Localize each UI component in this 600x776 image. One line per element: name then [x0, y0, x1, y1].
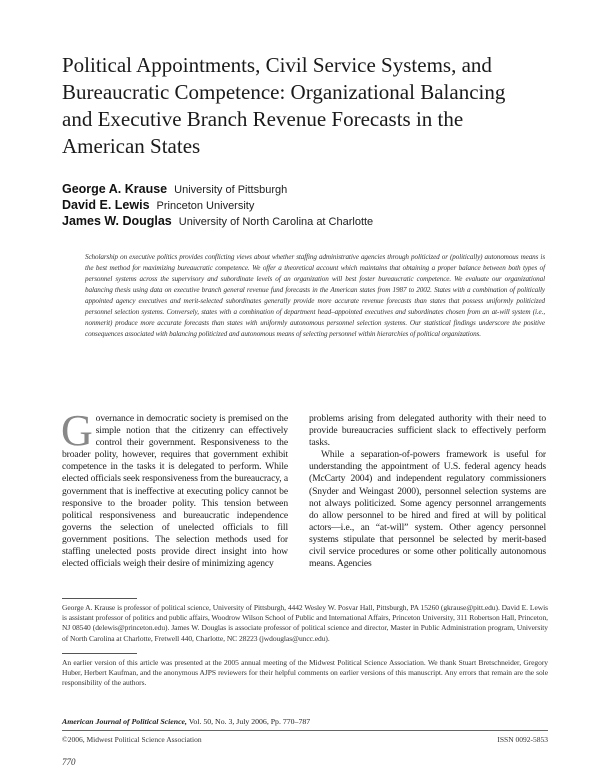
author-name: David E. Lewis — [62, 198, 150, 212]
page-number: 770 — [62, 757, 76, 767]
article-title: Political Appointments, Civil Service Systems, and Bureaucratic Competence: Organizational Balancing and Executive Branch Revenue Forecasts in the American States — [62, 53, 506, 158]
journal-citation — [62, 717, 548, 726]
body-paragraph: While a separation-of-powers framework is useful for understanding the appointment of U.S. federal agency heads (McCarty 2004) and independent regulatory commissioners (Snyder and Weingast 2000), personnel selection systems are not always politicized. Some agency personnel arrangements do allow personnel to be hired and fired at will by political actors—i.e., an “at-will” system. Other agency personnel systems stipulate that personnel be selected by merit-based civil service procedures or some other politically autonomous means. Agencies — [309, 449, 546, 570]
acknowledgments-note: An earlier version of this article was presented at the 2005 annual meeting of the Midwest Political Science Association. We thank Stuart Bretschneider, Gregory Huber, Herbert Kaufman, and the anonymous AJPS reviewers for their helpful comments on earlier versions of this manuscript. Any errors that remain are the sole responsibility of the authors. — [62, 658, 548, 688]
copyright: ©2006, Midwest Political Science Association — [62, 735, 202, 744]
author-list — [62, 181, 542, 229]
author-name: James W. Douglas — [62, 214, 172, 228]
drop-cap: G — [61, 406, 93, 455]
author-entry — [62, 197, 542, 213]
footnote-rule — [62, 598, 137, 599]
author-affiliation: University of North Carolina at Charlotte — [178, 216, 374, 228]
author-affiliation: Princeton University — [156, 200, 255, 212]
footer-rule — [62, 730, 548, 731]
body-column-left — [61, 406, 288, 570]
footnote-rule — [62, 653, 137, 654]
journal-name: American Journal of Political Science, — [62, 717, 187, 726]
journal-details: Vol. 50, No. 3, July 2006, Pp. 770–787 — [186, 717, 311, 726]
body-text: overnance in democratic society is premised on the simple notion that the citizenry can effectively control their government. Responsiveness to the broader polity, however, requires that government exhibit competence in the tasks it is delegated to perform. While elected officials seek responsiveness from the bureaucracy, a government that is ineffective at executing policy cannot be responsive to the broader polity. This tension between political responsiveness and bureaucratic independence governs the selection of unelected officials to fill government positions. The selection methods used for staffing unelected posts provide direct insight into how elected officials weigh their desire of minimizing agency — [62, 413, 288, 570]
body-column-right — [309, 413, 546, 570]
body-paragraph: problems arising from delegated authority with their need to provide bureaucracies sufficient slack to effectively perform tasks. — [309, 413, 546, 449]
issn: ISSN 0092-5853 — [497, 735, 548, 744]
abstract: Scholarship on executive politics provides conflicting views about whether staffing administrative agencies through politicized or (politically) autonomous means is the best method for maximizing bureaucratic competence. We offer a theoretical account which maintains that obtaining a proper balance between both types of personnel systems across the supervisory and subordinate levels of an organization will best foster bureaucratic competence. We evaluate our organizational balancing thesis using data on executive branch general revenue fund forecasts in the American states from 1987 to 2002. States with a combination of politically appointed agency executives and merit-selected subordinates generally provide more accurate revenue forecasts than states that possess uniformly politicized personnel selection systems. Conversely, states with a combination of department head–appointed executives and subordinates chosen from an at-will system (i.e., nonmerit) produce more accurate forecasts than states with uniformly autonomous personnel selection systems. Our statistical findings underscore the positive consequences associated with balancing politicized and autonomous means of selecting personnel within hierarchies of political organizations. — [85, 253, 545, 339]
author-affiliations-note: George A. Krause is professor of political science, University of Pittsburgh, 4442 Wesley W. Posvar Hall, Pittsburgh, PA 15260 (gkrause@pitt.edu). David E. Lewis is assistant professor of politics and public affairs, Woodrow Wilson School of Public and International Affairs, Princeton University, 311 Robertson Hall, Princeton, NJ 08540 (delewis@princeton.edu). James W. Douglas is associate professor of political science and director, Master in Public Administration program, University of North Carolina at Charlotte, Fretwell 440, Charlotte, NC 28223 (jwdouglas@uncc.edu). — [62, 603, 548, 643]
author-entry — [62, 181, 542, 197]
author-name: George A. Krause — [62, 182, 168, 196]
author-entry — [62, 213, 542, 229]
author-affiliation: University of Pittsburgh — [174, 184, 288, 196]
body-paragraph — [61, 406, 288, 570]
